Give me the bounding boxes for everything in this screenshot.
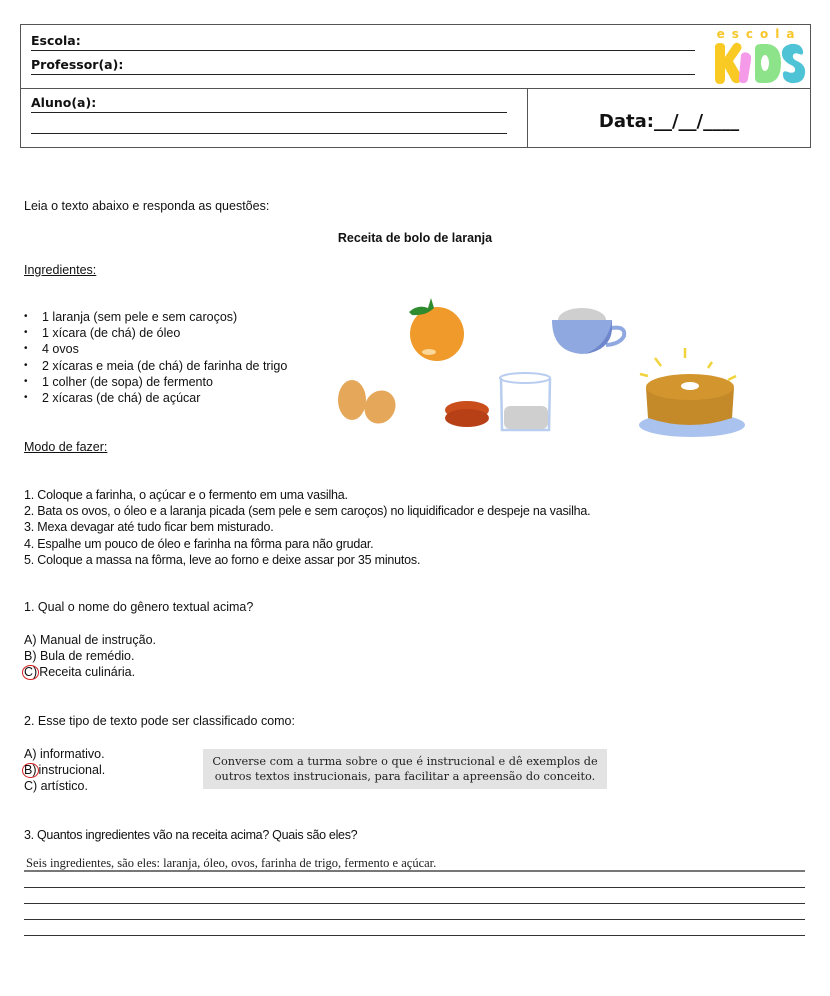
teacher-note-line: Converse com a turma sobre o que é instrucional e dê exemplos de [212, 755, 598, 768]
answer-line[interactable] [24, 888, 805, 904]
student-section [21, 89, 528, 147]
ingredient-item: • 1 laranja (sem pele e sem caroços) [24, 309, 287, 325]
teacher-note-line: outros textos instrucionais, para facilitar a apreensão do conceito. [214, 770, 596, 783]
question-2-text: 2. Esse tipo de texto pode ser classificado como: [24, 714, 295, 728]
option-letter: A) [24, 747, 37, 761]
header-box [20, 24, 811, 148]
question-2-options [24, 746, 105, 795]
professor-label: Professor(a): [31, 57, 124, 72]
date-section [528, 89, 810, 147]
ingredient-item: • 1 colher (de sopa) de fermento [24, 374, 287, 390]
answer-line[interactable] [24, 920, 805, 936]
date-field[interactable]: Data:__/__/____ [598, 110, 740, 132]
ingredient-item: • 1 xícara (de chá) de óleo [24, 325, 287, 341]
escola-label: Escola: [31, 33, 81, 48]
option-letter: A) [24, 633, 37, 647]
option-text: Receita culinária. [39, 665, 136, 680]
escola-kids-logo [711, 27, 807, 85]
answer-area[interactable] [24, 856, 805, 936]
ingredient-item: • 2 xícaras (de chá) de açúcar [24, 390, 287, 406]
option-b[interactable] [24, 648, 156, 664]
answer-line[interactable] [24, 872, 805, 888]
option-letter: B) [24, 649, 37, 664]
aluno-field[interactable] [31, 95, 507, 113]
method-step: 5. Coloque a massa na fôrma, leve ao forno e deixe assar por 35 minutos. [24, 552, 421, 567]
option-c[interactable] [24, 778, 105, 794]
option-c-selected[interactable] [24, 664, 156, 680]
ingredients-heading: Ingredientes: [24, 263, 97, 277]
option-letter: C) [24, 779, 38, 794]
question-1-text: 1. Qual o nome do gênero textual acima? [24, 600, 254, 614]
method-steps-list [24, 487, 590, 568]
eggs-illustration [338, 380, 401, 429]
recipe-illustrations [330, 290, 750, 440]
option-text: Bula de remédio. [36, 649, 135, 664]
escola-field[interactable] [31, 33, 695, 51]
ingredients-list [24, 309, 287, 406]
selected-circle-mark: B) [24, 763, 37, 778]
option-text: artístico. [37, 779, 88, 794]
intro-instruction: Leia o texto abaixo e responda as questões: [24, 199, 270, 213]
method-step: 1. Coloque a farinha, o açúcar e o fermento em uma vasilha. [24, 488, 348, 502]
question-1-options [24, 632, 156, 681]
ingredient-item: • 2 xícaras e meia (de chá) de farinha de trigo [24, 358, 287, 374]
option-text: informativo. [36, 747, 105, 761]
teacher-note-box [203, 749, 607, 789]
ingredient-item: • 4 ovos [24, 341, 287, 357]
option-b-selected[interactable] [24, 762, 105, 778]
method-step: 2. Bata os ovos, o óleo e a laranja picada (sem pele e sem caroços) no liquidificador e despeje na vasilha. [24, 504, 591, 519]
professor-field[interactable] [31, 57, 695, 75]
option-a[interactable] [24, 632, 156, 648]
answer-line[interactable] [24, 856, 805, 872]
method-step: 4. Espalhe um pouco de óleo e farinha na fôrma para não grudar. [24, 536, 374, 551]
recipe-title: Receita de bolo de laranja [337, 231, 493, 245]
method-step: 3. Mexa devagar até tudo ficar bem misturado. [24, 520, 274, 535]
kids-logo-icon [711, 41, 807, 85]
aluno-label: Aluno(a): [31, 95, 97, 110]
option-text: instrucional. [38, 763, 106, 778]
header-top-section [21, 25, 810, 89]
aluno-field-second-line[interactable] [31, 116, 507, 134]
orange-cake-illustration [639, 348, 745, 437]
option-text: Manual de instrução. [36, 633, 157, 647]
answer-line[interactable] [24, 904, 805, 920]
answer-text: Seis ingredientes, são eles: laranja, óleo, ovos, farinha de trigo, fermento e açúcar. [26, 856, 437, 870]
question-3-text: 3. Quantos ingredientes vão na receita acima? Quais são eles? [24, 828, 358, 842]
method-heading: Modo de fazer: [24, 440, 108, 454]
selected-circle-mark: C) [24, 665, 38, 680]
butter-illustration [445, 401, 489, 427]
option-a[interactable] [24, 746, 105, 762]
glass-of-oil-illustration [500, 373, 550, 430]
cup-of-flour-illustration [552, 308, 624, 354]
orange-illustration [409, 298, 464, 361]
logo-top-text: escola [716, 27, 802, 41]
